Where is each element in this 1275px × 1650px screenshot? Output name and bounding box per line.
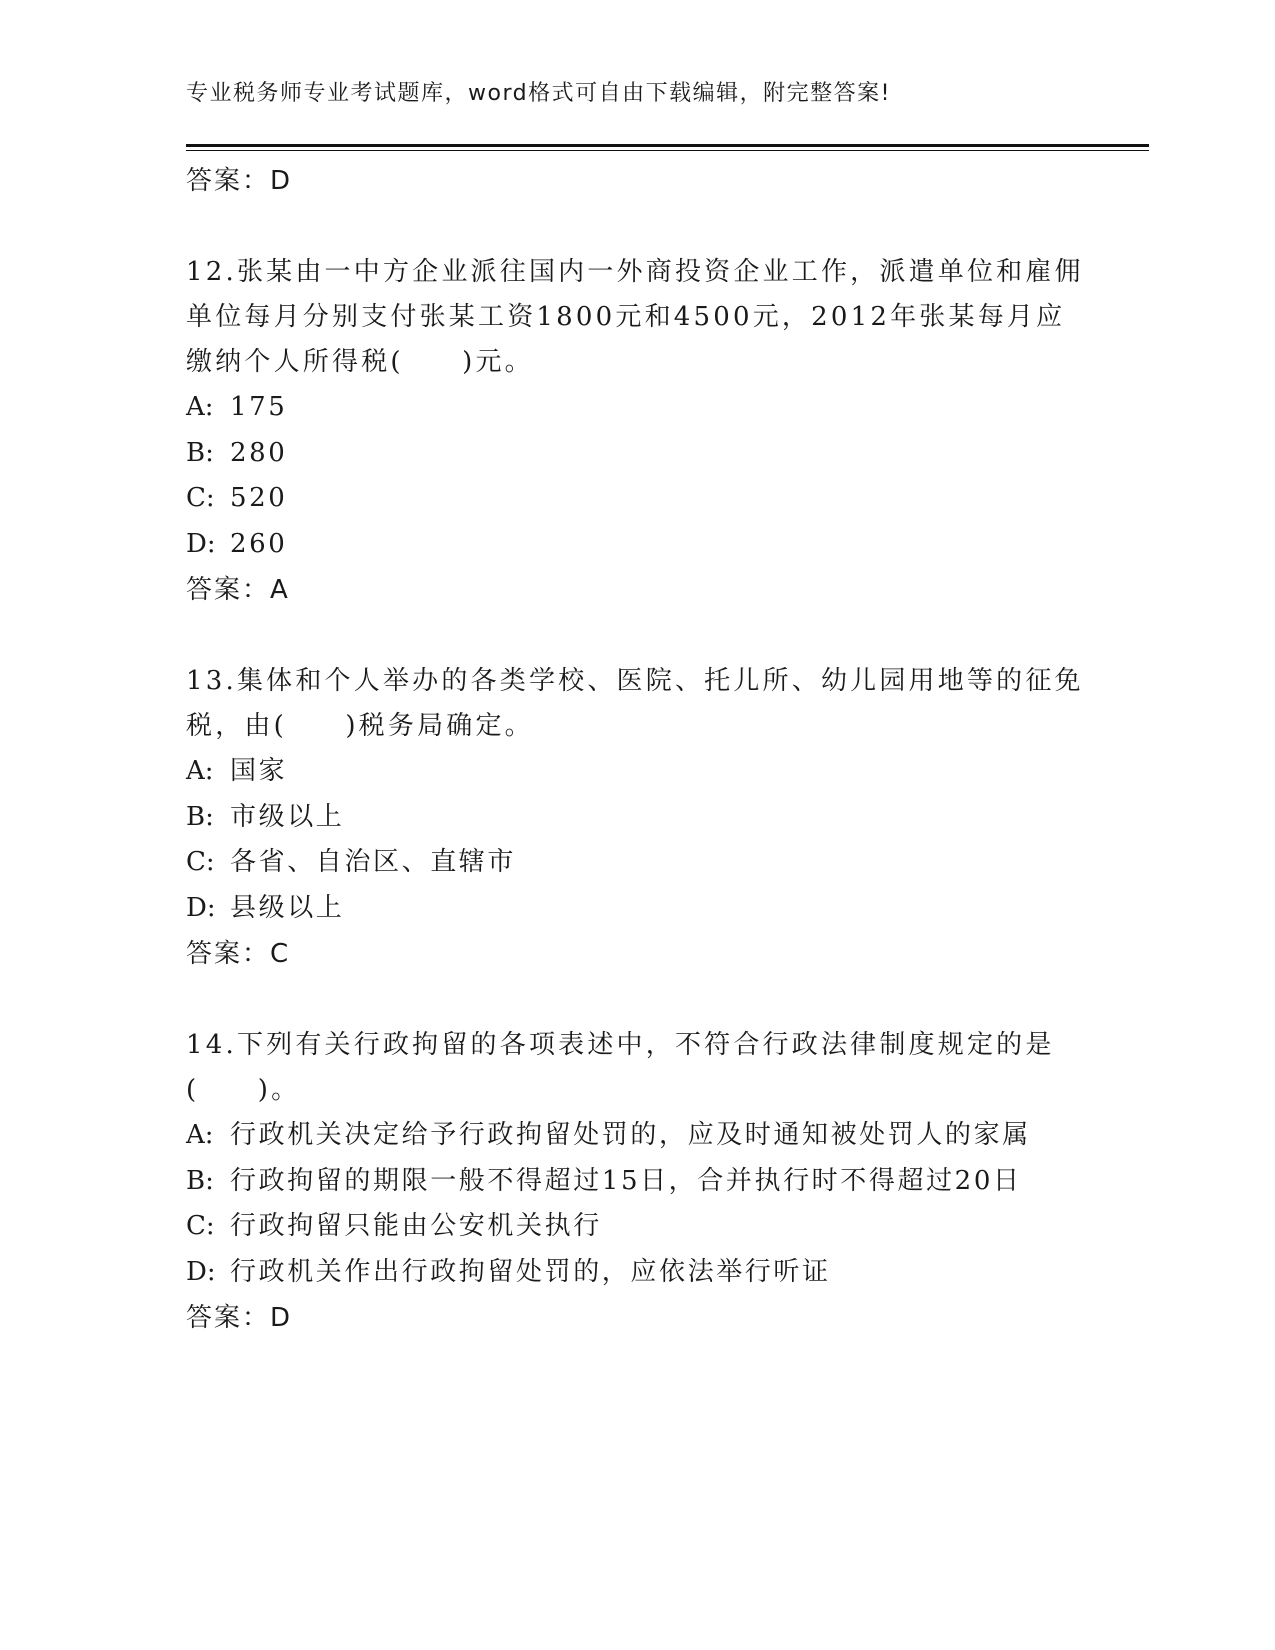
option-key: A: (186, 756, 214, 786)
option-text: 行政拘留只能由公安机关执行 (230, 1211, 602, 1241)
option-key: B: (186, 801, 214, 832)
option-text: 行政机关决定给予行政拘留处罚的，应及时通知被处罚人的家属 (230, 1120, 1031, 1150)
option-b (186, 795, 1086, 841)
question-12 (186, 250, 1086, 613)
option-a (186, 749, 1086, 795)
option-text: 县级以上 (230, 892, 345, 923)
option-d (186, 886, 1086, 932)
option-key: C: (186, 847, 215, 877)
answer (186, 567, 1086, 613)
option-d (186, 1250, 1086, 1296)
option-text: 各省、自治区、直辖市 (230, 847, 517, 877)
option-d (186, 522, 1086, 568)
option-a (186, 385, 1086, 431)
option-key: A: (186, 1120, 214, 1150)
option-text: 175 (230, 392, 288, 422)
header-rule-thick (186, 144, 1149, 147)
option-b (186, 1159, 1086, 1205)
previous-answer (186, 158, 1086, 204)
question-13 (186, 659, 1086, 977)
answer-value: D (270, 166, 291, 196)
option-key: B: (186, 1165, 214, 1196)
answer-value: C (270, 939, 289, 969)
header-rule-thin (186, 150, 1149, 151)
option-text: 280 (230, 437, 288, 468)
answer-label: 答案： (186, 1303, 271, 1333)
option-c (186, 1204, 1086, 1250)
question-14 (186, 1023, 1086, 1341)
option-text: 行政拘留的期限一般不得超过15日，合并执行时不得超过20日 (230, 1165, 1022, 1196)
option-key: D: (186, 528, 216, 559)
option-text: 市级以上 (230, 801, 345, 832)
page-header: 专业税务师专业考试题库，word格式可自由下载编辑，附完整答案! (186, 81, 891, 106)
answer-value: D (270, 1303, 291, 1333)
option-c (186, 476, 1086, 522)
option-key: D: (186, 892, 216, 923)
option-text: 行政机关作出行政拘留处罚的，应依法举行听证 (230, 1256, 831, 1287)
option-c (186, 840, 1086, 886)
option-key: D: (186, 1256, 216, 1287)
option-text: 520 (230, 483, 288, 513)
answer-label: 答案： (186, 575, 271, 605)
option-key: C: (186, 483, 215, 513)
option-a (186, 1113, 1086, 1159)
question-stem: 14.下列有关行政拘留的各项表述中，不符合行政法律制度规定的是( )。 (186, 1030, 1055, 1105)
question-list (186, 158, 1086, 1341)
answer-label: 答案： (186, 166, 271, 196)
option-b (186, 431, 1086, 477)
option-key: C: (186, 1211, 215, 1241)
option-text: 260 (230, 528, 288, 559)
answer-value: A (270, 575, 288, 605)
option-key: A: (186, 392, 214, 422)
question-stem: 13.集体和个人举办的各类学校、医院、托儿所、幼儿园用地等的征免税，由( )税务局确定。 (186, 666, 1084, 741)
option-text: 国家 (230, 756, 288, 786)
answer-label: 答案： (186, 939, 271, 969)
answer (186, 931, 1086, 977)
question-stem: 12.张某由一中方企业派往国内一外商投资企业工作，派遣单位和雇佣单位每月分别支付张某工资1800元和4500元，2012年张某每月应缴纳个人所得税( )元。 (186, 257, 1084, 377)
answer (186, 1295, 1086, 1341)
option-key: B: (186, 437, 214, 468)
